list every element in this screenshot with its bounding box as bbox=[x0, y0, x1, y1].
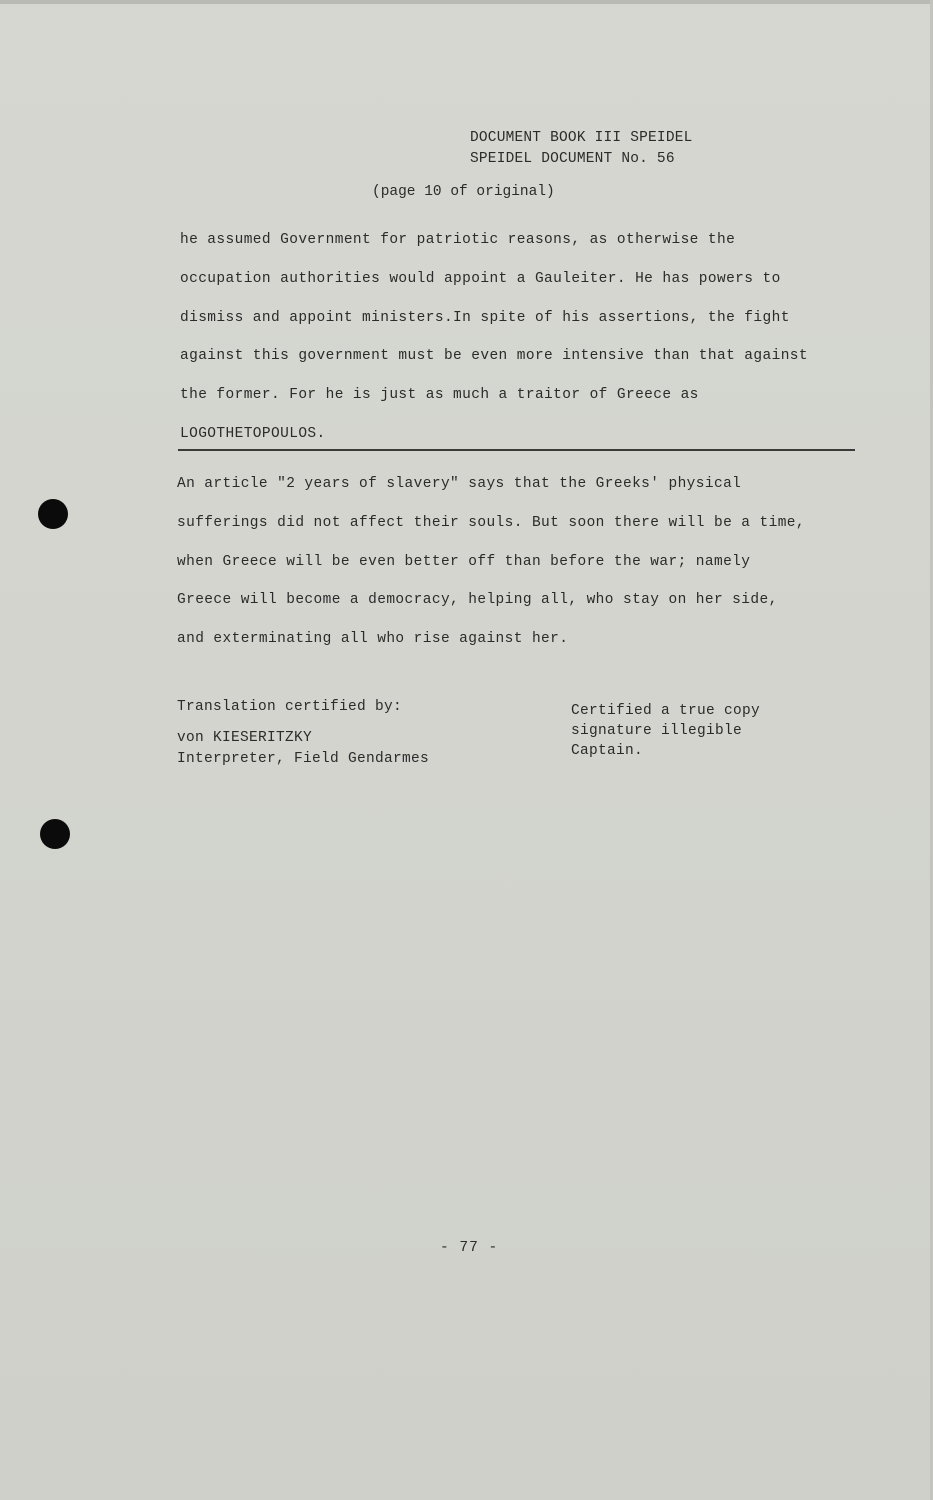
paragraph-1 bbox=[180, 221, 860, 454]
paragraph-1-line: against this government must be even more intensive than that against bbox=[180, 348, 808, 365]
paragraph-2 bbox=[177, 465, 867, 659]
paragraph-1-line: he assumed Government for patriotic reasons, as otherwise the bbox=[180, 232, 736, 248]
paragraph-1-line: the former. For he is just as much a traitor of Greece as bbox=[180, 387, 699, 404]
page-top-edge bbox=[0, 0, 933, 4]
translator-name: von KIESERITZKY bbox=[177, 730, 313, 746]
page-number: - 77 - bbox=[440, 1240, 499, 1256]
true-copy-label: Certified a true copy bbox=[571, 703, 761, 719]
certification-spacer bbox=[177, 718, 429, 728]
paragraph-1-line: LOGOTHETOPOULOS. bbox=[180, 425, 326, 442]
page-reference: (page 10 of original) bbox=[372, 184, 555, 200]
signature-note: signature illegible bbox=[571, 723, 743, 739]
translation-certified-label: Translation certified by: bbox=[177, 699, 403, 715]
true-copy-certification bbox=[571, 701, 760, 761]
paragraph-1-line: dismiss and appoint ministers.In spite of his assertions, the fight bbox=[180, 309, 790, 326]
paragraph-2-line: sufferings did not affect their souls. But soon there will be a time, bbox=[177, 514, 805, 531]
paragraph-1-line: occupation authorities would appoint a Gauleiter. He has powers to bbox=[180, 270, 781, 287]
translator-title: Interpreter, Field Gendarmes bbox=[177, 751, 430, 767]
translation-certification bbox=[177, 697, 429, 770]
section-divider bbox=[178, 449, 855, 451]
paragraph-2-line: Greece will become a democracy, helping all, who stay on her side, bbox=[177, 592, 778, 609]
punch-hole-top bbox=[38, 499, 68, 529]
paragraph-2-line: An article "2 years of slavery" says that the Greeks' physical bbox=[177, 476, 742, 492]
punch-hole-bottom bbox=[40, 819, 70, 849]
document-header bbox=[470, 128, 693, 170]
header-line-2: SPEIDEL DOCUMENT No. 56 bbox=[470, 151, 675, 167]
certifier-rank: Captain. bbox=[571, 743, 644, 759]
paragraph-2-line: and exterminating all who rise against her. bbox=[177, 631, 569, 648]
paragraph-2-line: when Greece will be even better off than before the war; namely bbox=[177, 553, 751, 570]
header-line-1: DOCUMENT BOOK III SPEIDEL bbox=[470, 130, 693, 146]
